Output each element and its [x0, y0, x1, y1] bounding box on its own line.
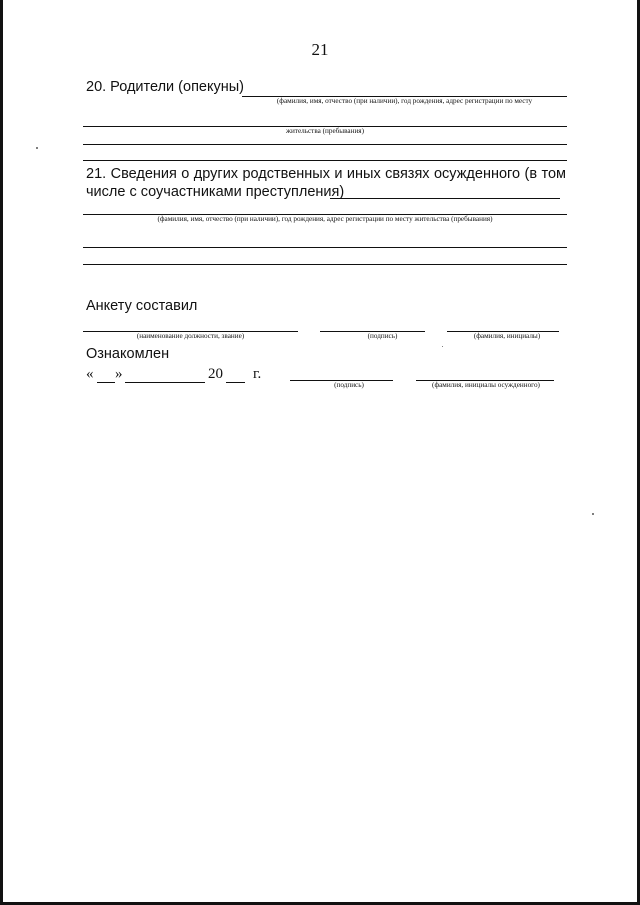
section-20-line-3 [83, 144, 567, 145]
compiled-signature-hint: (подпись) [367, 332, 398, 340]
scan-speck [442, 346, 443, 347]
compiled-name-hint: (фамилия, инициалы) [473, 332, 541, 340]
scan-speck [36, 147, 38, 149]
date-day-line [97, 382, 115, 383]
date-month-line [125, 382, 205, 383]
page-number: 21 [311, 40, 329, 59]
date-year-prefix: 20 [208, 366, 223, 382]
date-quote-close: » [115, 366, 123, 382]
section-20-line-4 [83, 160, 567, 161]
acquainted-label: Ознакомлен [86, 346, 170, 362]
scan-speck [592, 513, 594, 515]
acquainted-signature-hint: (подпись) [334, 381, 364, 389]
date-year-line [226, 382, 245, 383]
section-21-line-1 [330, 198, 560, 199]
date-year-suffix: г. [253, 366, 262, 382]
section-21-text-line-2: числе с соучастниками преступления) [86, 184, 345, 200]
compiled-by-label: Анкету составил [86, 298, 198, 314]
acquainted-name-hint: (фамилия, инициалы осужденного) [432, 381, 540, 389]
compiled-position-hint: (наименование должности, звание) [136, 332, 245, 340]
scan-border-left [0, 0, 3, 905]
section-20-hint-2: жительства (пребывания) [285, 127, 365, 135]
date-quote-open: « [86, 366, 94, 382]
section-21-hint: (фамилия, имя, отчество (при наличии), год рождения, адрес регистрации по месту жительства (пребывания) [157, 215, 493, 223]
section-20-hint-1: (фамилия, имя, отчество (при наличии), год рождения, адрес регистрации по месту [276, 97, 533, 105]
section-20-label: 20. Родители (опекуны) [86, 79, 244, 95]
section-21-line-4 [83, 264, 567, 265]
section-21-text-line-1: 21. Сведения о других родственных и иных связях осужденного (в том [86, 166, 566, 182]
section-21-line-3 [83, 247, 567, 248]
